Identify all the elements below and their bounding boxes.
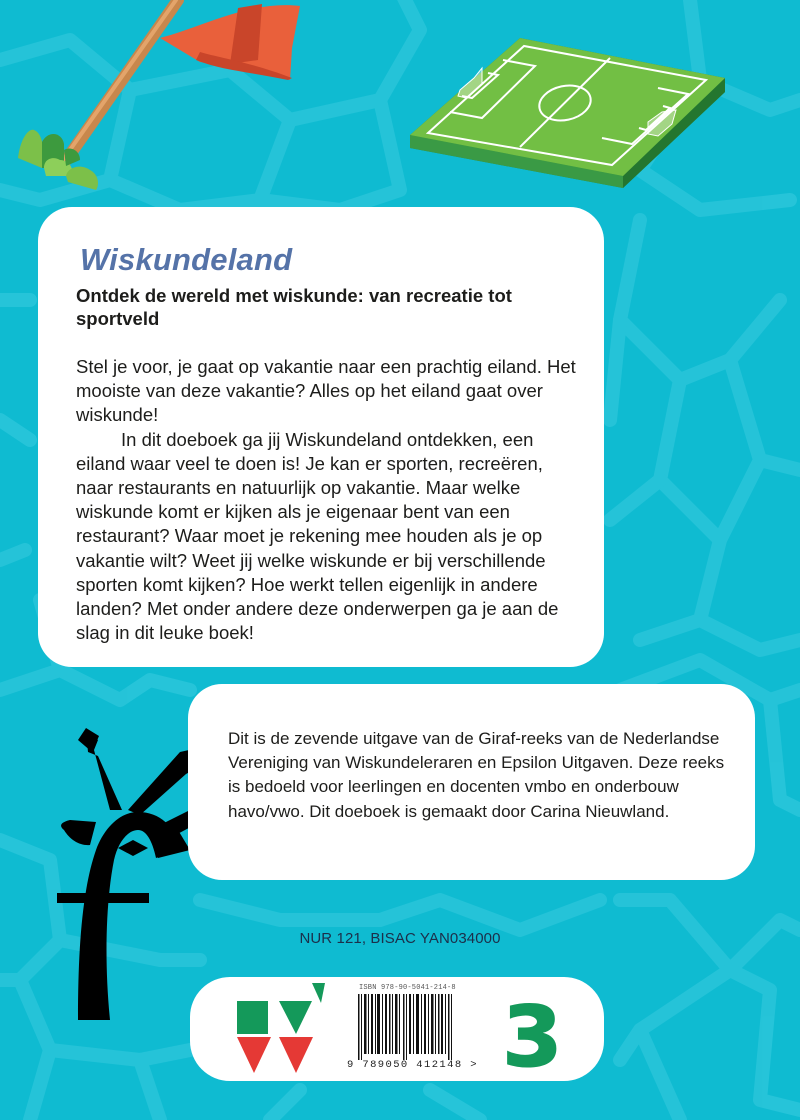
barcode-card — [190, 963, 604, 1093]
green-square-shape — [237, 1001, 268, 1034]
soccer-field-illustration — [400, 30, 740, 200]
corner-flag-illustration — [0, 0, 310, 200]
isbn-label: ISBN 978-90-5041-214-8 — [359, 984, 456, 992]
description-card — [38, 207, 604, 667]
red-triangle-shape — [237, 1037, 271, 1073]
classification-codes: NUR 121, BISAC YAN034000 — [299, 930, 501, 947]
epsilon-publisher-logo: ε — [500, 963, 563, 1093]
book-title: Wiskundeland — [80, 242, 293, 277]
description-text — [76, 355, 576, 645]
green-triangle-shape — [279, 1001, 312, 1034]
small-green-triangle-shape — [312, 983, 325, 1003]
barcode — [358, 994, 458, 1060]
description-paragraph: In dit doeboek ga jij Wiskundeland ontdekken, een eiland waar veel te doen is! Je kan er sporten, recreëren, naar restaurants en natuurlijk op vakantie. Maar welke wiskunde komt er kijken als je eigenaar bent van een restaurant? Waar moet je rekening mee houden als je op vakantie wilt? Weet jij welke wiskunde er bij verschillende sporten komt kijken? Hoe werkt tellen eigenlijk in andere landen? Met onder andere deze onderwerpen ga je aan de slag in dit leuke boek! — [76, 428, 559, 644]
series-info-card — [188, 684, 755, 880]
nvvw-logo — [190, 977, 340, 1081]
barcode-digits: 9 789050 412148 > — [347, 1059, 478, 1071]
series-info-text: Dit is de zevende uitgave van de Giraf-reeks van de Nederlandse Vereniging van Wiskundeleraren en Epsilon Uitgaven. Deze reeks is bedoeld voor leerlingen en docenten vmbo en onderbouw havo/vwo. Dit doeboek is gemaakt door Carina Nieuwland. — [228, 729, 725, 821]
book-subtitle: Ontdek de wereld met wiskunde: van recreatie tot sportveld — [76, 285, 512, 329]
red-triangle-shape — [279, 1037, 313, 1073]
description-paragraph: Stel je voor, je gaat op vakantie naar een prachtig eiland. Het mooiste van deze vakantie? Alles op het eiland gaat over wiskunde! — [76, 356, 576, 426]
